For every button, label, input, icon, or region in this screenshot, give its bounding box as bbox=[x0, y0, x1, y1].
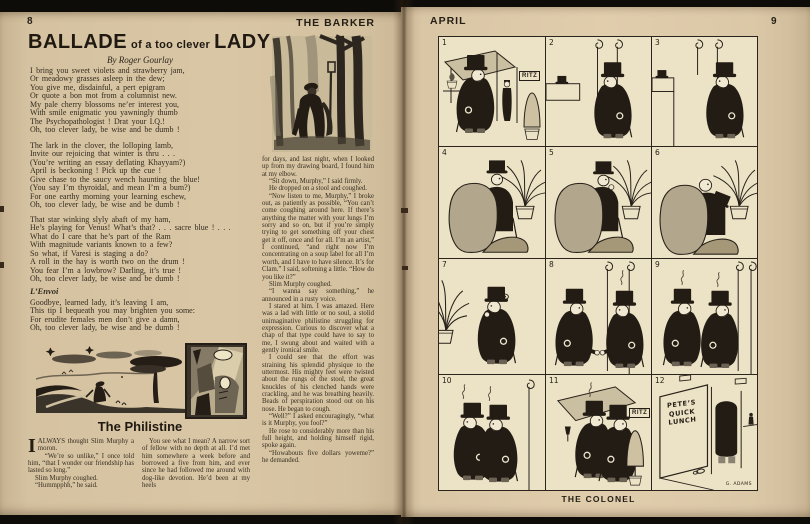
poem-line: This tip I bequeath you may brighten you some: bbox=[30, 306, 195, 316]
poem-line: I bring you sweet violets and strawberry jam, bbox=[30, 66, 185, 75]
panel-number: 8 bbox=[549, 260, 554, 269]
panel-art bbox=[439, 375, 545, 490]
night-street-illustration bbox=[270, 34, 374, 154]
panel-art bbox=[546, 147, 651, 258]
panel-art bbox=[652, 37, 757, 146]
story-column-2 bbox=[142, 438, 250, 489]
abstract-painting-illustration bbox=[185, 343, 247, 419]
poem-line: That star winking slyly abaft of my ham, bbox=[30, 215, 171, 224]
panel-number: 4 bbox=[442, 148, 447, 157]
ritz-sign: RITZ bbox=[629, 408, 650, 418]
panel-number: 1 bbox=[442, 38, 447, 47]
comic-panel-2 bbox=[545, 37, 651, 146]
poem-title-middle: of a too clever bbox=[131, 39, 211, 51]
story-paragraph: I stared at him. I was amazed. Here was a lad with little or no soul, a stolid unimaginative philistine struggling for expression. Curious to discover what a chap of that type could have to say to me, I swung about and waited with a gently ironical smile. bbox=[262, 302, 374, 354]
left-page bbox=[0, 12, 401, 515]
comic-panel-6 bbox=[651, 146, 757, 258]
panel-art bbox=[652, 259, 757, 374]
poem-line: Oh, too clever lady, be wise and be dumb ! bbox=[30, 125, 180, 135]
story-paragraph: “Well?” I asked encouragingly, “what is it Murphy, you fool?” bbox=[262, 413, 374, 428]
poem-byline: By Roger Gourlay bbox=[107, 55, 173, 65]
binding-mark bbox=[0, 262, 4, 268]
comic-panel-1 bbox=[439, 37, 545, 146]
envoi-heading: L’Envoi bbox=[30, 286, 59, 296]
quick-lunch-line: QUICK bbox=[668, 406, 696, 419]
poem-line: So what, if Varesi is staging a do? bbox=[30, 248, 149, 258]
ritz-sign: RITZ bbox=[519, 71, 540, 81]
poem-line: With smile enigmatic you yawningly thumb bbox=[30, 108, 178, 118]
poem-title bbox=[28, 31, 273, 54]
story-paragraph: “We’re so unlike,” I once told him, “that I wonder our friendship has lasted so long.” bbox=[28, 452, 134, 475]
story-paragraph-list bbox=[28, 453, 134, 490]
story-paragraph: “Hummpphh,” he said. bbox=[35, 482, 98, 490]
panel-number: 6 bbox=[655, 148, 660, 157]
comic-panel-5 bbox=[545, 146, 651, 258]
right-page bbox=[401, 7, 810, 517]
panel-number: 7 bbox=[442, 260, 447, 269]
binding-mark bbox=[401, 208, 408, 213]
poem-envoi bbox=[30, 299, 280, 333]
quick-lunch-line: PETE’S bbox=[666, 398, 697, 410]
page-number-right: 9 bbox=[771, 16, 777, 27]
panel-art bbox=[652, 375, 757, 490]
poem-line: For erudite females men don’t give a damn, bbox=[30, 314, 180, 324]
comic-panel-8 bbox=[545, 258, 651, 374]
panel-number: 2 bbox=[549, 38, 554, 47]
panel-art bbox=[652, 147, 757, 258]
panel-art bbox=[546, 259, 651, 374]
poem-line: You give me, disdainful, a pert epigram bbox=[30, 82, 166, 92]
panel-art bbox=[439, 259, 545, 374]
poem-line: Invite our rejoicing that winter is thru . . . bbox=[30, 149, 176, 159]
binding-mark bbox=[402, 266, 408, 270]
poem-stanza-1 bbox=[30, 67, 280, 135]
quick-lunch-sign bbox=[660, 397, 703, 428]
panel-number: 5 bbox=[549, 148, 554, 157]
poem-title-word1: BALLADE bbox=[28, 31, 128, 53]
story-paragraph: I could see that the effort was straining his splendid physique to the uttermost. His mighty feet were twisted about the rungs of the stool, the great knuckles of his clenched hands were crackling, and he was breathing heavily. Beads of perspiration stood out on his nose. He began to cough. bbox=[262, 354, 374, 413]
poem-line: April is beckoning ! Pick up the cue ! bbox=[30, 166, 162, 176]
poem-line: Give chase to the saucy wench haunting the blue! bbox=[30, 174, 200, 184]
comic-panel-11 bbox=[545, 374, 651, 490]
poem-line: The Psychopathologist ! Drat your I.Q.! bbox=[30, 116, 165, 126]
poem-line: Oh, too clever lady, be wise and be dumb ! bbox=[30, 274, 180, 284]
drop-cap: I bbox=[28, 435, 36, 457]
poem-title-word2: LADY bbox=[214, 31, 271, 53]
poem-line: With magnitude variants known to a few? bbox=[30, 240, 173, 250]
story-continuation-column bbox=[262, 156, 374, 464]
poem-line: What do I care that he’s part of the Ram bbox=[30, 231, 171, 241]
panel-number: 9 bbox=[655, 260, 660, 269]
poem-line: You fear I’m a lowbrow? Darling, it’s true ! bbox=[30, 265, 182, 275]
poem-stanza-2 bbox=[30, 142, 280, 210]
panel-art bbox=[439, 147, 545, 258]
poem-line: Or meadowy grasses asleep in the dew; bbox=[30, 74, 165, 84]
story-first-line: ALWAYS thought Slim Murphy a moron. bbox=[37, 438, 134, 453]
poem-line: Or quote a bon mot from a columnist new. bbox=[30, 91, 177, 101]
panel-number: 10 bbox=[442, 376, 452, 385]
story-paragraph: “Now listen to me, Murphy,” I broke out, as patiently as possible, “You can’t come coughing around here. If there’s anything the matter with your lungs I’m sorry and so on, but if you’re simply trying to get something off your chest get it off, once and for all. I’m an artist,” I continued, “and right now I’m concentrating on a soup label for all I’m worth, and I have to have silence. It’s for Clam.” I said, softening a little. “How do you like it?” bbox=[262, 192, 374, 281]
poem-line: He’s playing for Venus! What’s that? . . . sacre blue ! . . . bbox=[30, 223, 231, 233]
story-title: The Philistine bbox=[97, 419, 183, 434]
story-paragraph: Slim Murphy coughed. bbox=[269, 280, 332, 288]
comic-panel-3 bbox=[651, 37, 757, 146]
poem-line: Oh, too clever lady, be wise and be dumb ! bbox=[30, 323, 180, 333]
story-paragraph: “I wanna say something,” he announced in a rusty voice. bbox=[262, 288, 374, 303]
poem-line: For one earthy morning your learning eschew, bbox=[30, 191, 187, 201]
poem-line: Oh, too clever lady, be wise and be dumb ! bbox=[30, 200, 180, 210]
comic-panel-7 bbox=[439, 258, 545, 374]
story-paragraph: He rose to considerably more than his full height, and holding himself rigid, spoke again. bbox=[262, 427, 374, 450]
poem-line: (You say I’m thyroidal, and mean I’m a bum?) bbox=[30, 183, 191, 193]
comic-panel-9 bbox=[651, 258, 757, 374]
story-paragraph: for days, and last night, when I looked up from my drawing board, I found him at my elbow. bbox=[262, 156, 374, 178]
poem-line: A roll in the hay is worth two on the drum ! bbox=[30, 257, 185, 267]
page-number-left: 8 bbox=[27, 16, 33, 27]
panel-art bbox=[439, 37, 545, 146]
poem-line: My pale cherry blossoms ne’er interest you, bbox=[30, 99, 180, 109]
poem-stanza-3 bbox=[30, 216, 280, 284]
running-header-right: APRIL bbox=[430, 15, 467, 27]
story-paragraph: “Sit down, Murphy,” I said firmly. bbox=[269, 178, 363, 186]
comic-caption: THE COLONEL bbox=[561, 494, 636, 504]
running-header-left: THE BARKER bbox=[296, 17, 375, 29]
quick-lunch-line: LUNCH bbox=[668, 415, 697, 427]
panel-number: 11 bbox=[549, 376, 559, 385]
comic-panel-4 bbox=[439, 146, 545, 258]
story-column-1 bbox=[28, 435, 134, 490]
poem-line: (You’re writing an essay deflating Khayyam?) bbox=[30, 157, 186, 167]
landscape-illustration bbox=[36, 345, 186, 413]
panel-number: 3 bbox=[655, 38, 660, 47]
story-paragraph bbox=[28, 435, 134, 457]
story-paragraph: Slim Murphy coughed. bbox=[35, 474, 98, 482]
story-paragraph: “Howabouts five dollars yoweme?” he demanded. bbox=[262, 449, 374, 465]
story-paragraph: You see what I mean? A narrow sort of fellow with no depth at all. I’d met him somewhere a week before and borrowed a five from him, and ever since he had followed me around with dog-like devotion. He’d been at my heels bbox=[142, 438, 250, 490]
comic-strip bbox=[438, 36, 758, 491]
panel-art bbox=[546, 375, 651, 490]
artist-signature: G. ADAMS bbox=[725, 482, 752, 487]
comic-panel-12 bbox=[651, 374, 757, 490]
panel-art bbox=[546, 37, 651, 146]
page-gutter bbox=[393, 0, 415, 524]
binding-mark bbox=[0, 206, 4, 212]
poem-line: The lark in the clover, the lolloping lamb, bbox=[30, 141, 173, 150]
story-paragraph: He dropped on a stool and coughed. bbox=[269, 185, 367, 193]
comic-panel-10 bbox=[439, 374, 545, 490]
panel-number: 12 bbox=[655, 376, 665, 385]
poem-line: Goodbye, learned lady, it’s leaving I am, bbox=[30, 298, 169, 307]
